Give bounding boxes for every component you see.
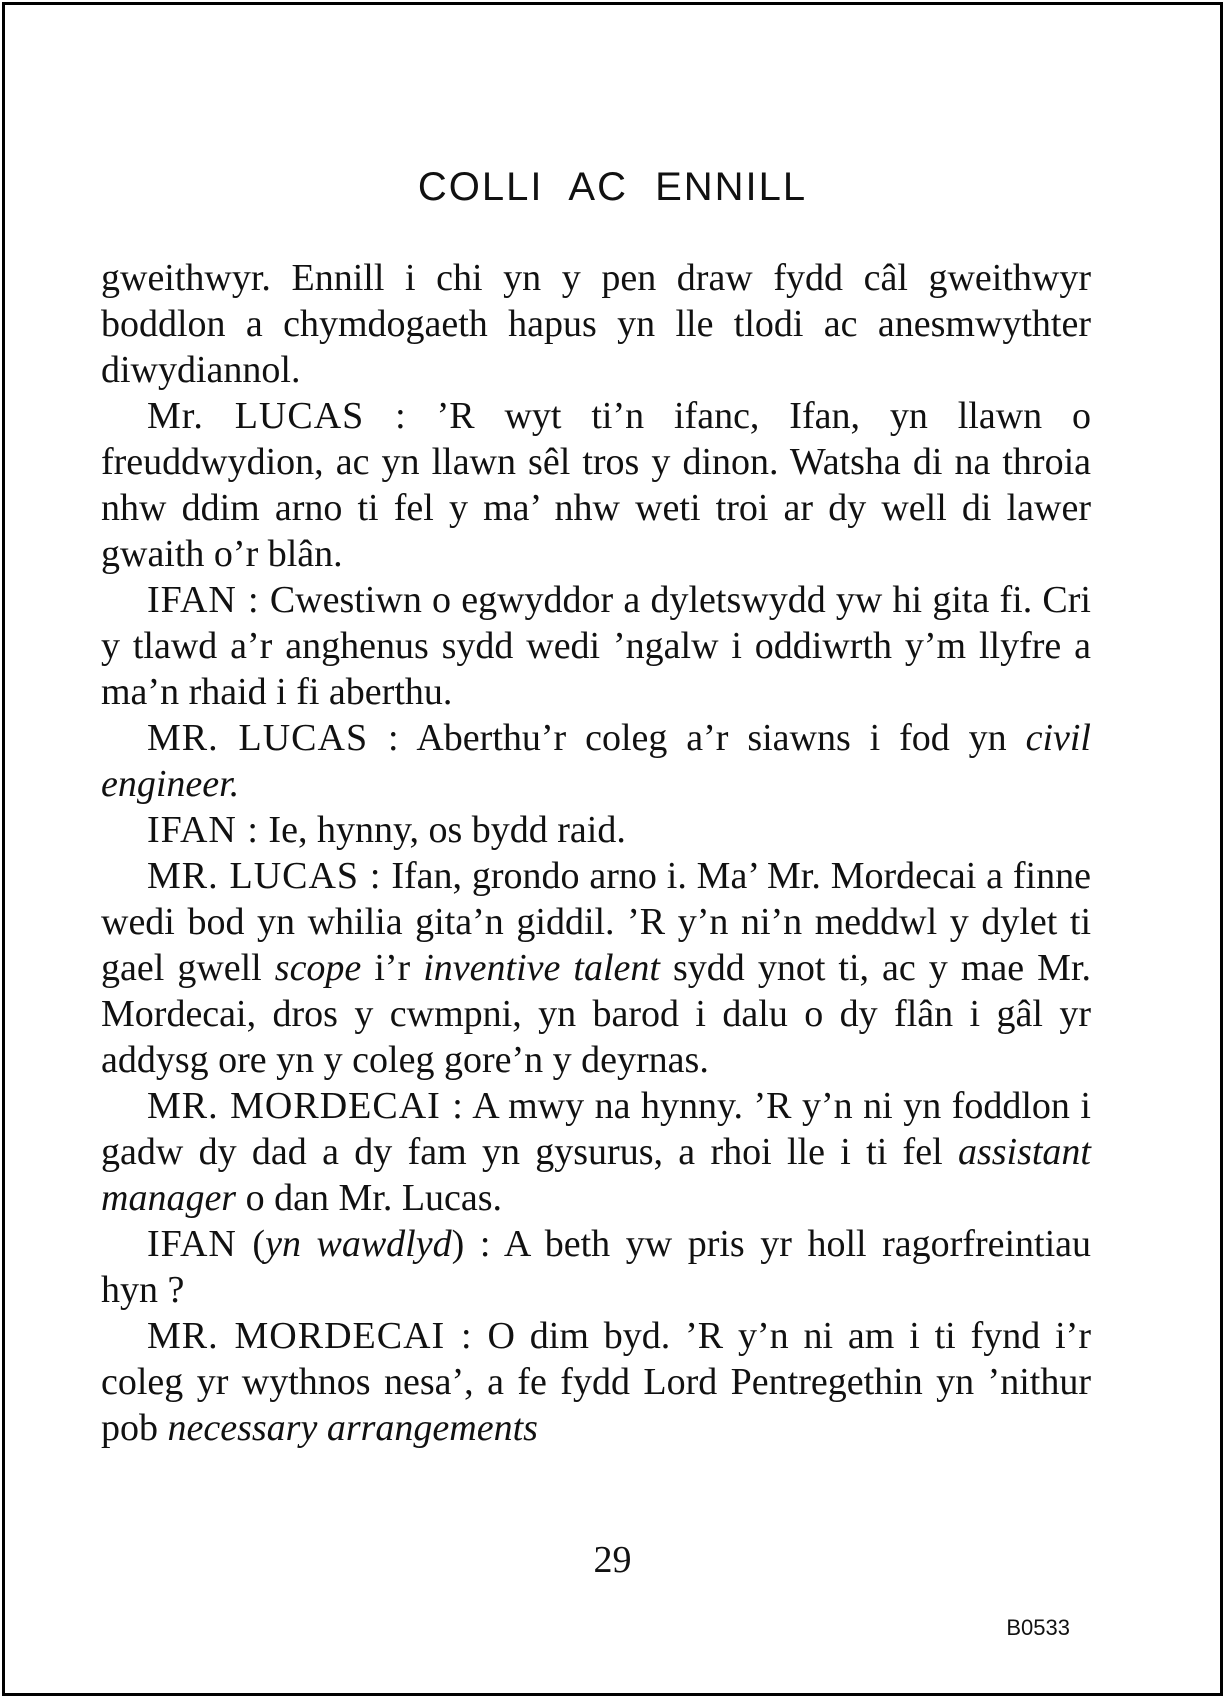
running-header: COLLI AC ENNILL — [417, 165, 808, 209]
paragraph — [101, 1221, 1091, 1313]
italic-text: assistant manager — [101, 1131, 1091, 1219]
text-run: ( — [236, 1223, 266, 1265]
italic-text: inventive talent — [423, 947, 660, 989]
italic-text: scope — [274, 947, 362, 989]
speaker-name: MR. LUCAS : — [147, 717, 400, 759]
text-run: o dan Mr. Lucas. — [236, 1177, 503, 1219]
text-run: ) : A beth yw pris yr holl ragorfreintiau hyn ? — [101, 1223, 1092, 1311]
text-run: sydd ynot ti, ac y mae Mr. Mordecai, dros y cwmpni, yn barod i dalu o dy flân i gâl yr addysg ore yn y coleg gore’n y deyrnas. — [101, 947, 1091, 1081]
speaker-name: IFAN — [147, 1223, 237, 1265]
text-run: ’R wyt ti’n ifanc, Ifan, yn llawn o freuddwydion, ac yn llawn sêl tros y dinon. Watsha di na throia nhw ddim arno ti fel y ma’ nhw weti troi ar dy well di lawer gwaith o’r blân. — [101, 395, 1092, 575]
italic-text: civil engineer. — [101, 717, 1091, 805]
page-frame — [2, 2, 1223, 1696]
text-run: Ie, hynny, os bydd raid. — [258, 809, 626, 851]
paragraph — [101, 1313, 1091, 1451]
speaker-name: MR. MORDECAI : — [147, 1315, 473, 1357]
page-number: 29 — [593, 1539, 632, 1581]
paragraph — [101, 393, 1091, 577]
text-run: Ifan, grondo arno i. Ma’ Mr. Mordecai a finne wedi bod yn whilia gita’n giddil. ’R y’n ni’n meddwl y dylet ti gael gwell — [101, 855, 1091, 989]
paragraph — [101, 807, 1091, 853]
reference-code: B0533 — [1006, 1615, 1070, 1640]
text-run: i’r — [361, 947, 424, 989]
paragraph — [101, 715, 1091, 807]
text-run: gweithwyr. Ennill i chi yn y pen draw fydd câl gweithwyr boddlon a chymdogaeth hapus yn lle tlodi ac anesmwythter diwydiannol. — [101, 257, 1091, 391]
speaker-name: MR. MORDECAI : — [147, 1085, 464, 1127]
italic-text: yn wawdlyd — [265, 1223, 452, 1265]
italic-text: necessary arrangements — [167, 1407, 538, 1449]
text-run: A mwy na hynny. ’R y’n ni yn foddlon i gadw dy dad a dy fam yn gysurus, a rhoi lle i ti fel — [101, 1085, 1091, 1173]
text-run: Cwestiwn o egwyddor a dyletswydd yw hi gita fi. Cri y tlawd a’r anghenus sydd wedi ’ngalw i oddiwrth y’m llyfre a ma’n rhaid i fi aberthu. — [101, 579, 1091, 713]
text-run: O dim byd. ’R y’n ni am i ti fynd i’r coleg yr wythnos nesa’, a fe fydd Lord Pentregethin yn ’nithur pob — [101, 1315, 1091, 1449]
paragraph — [101, 1083, 1091, 1221]
paragraph — [101, 255, 1091, 393]
paragraph — [101, 853, 1091, 1083]
body-text — [101, 255, 1091, 1451]
speaker-name: IFAN : — [147, 579, 260, 621]
speaker-name: IFAN : — [147, 809, 259, 851]
speaker-name: Mr. LUCAS : — [147, 395, 407, 437]
paragraph — [101, 577, 1091, 715]
speaker-name: MR. LUCAS : — [147, 855, 382, 897]
text-run: Aberthu’r coleg a’r siawns i fod yn — [399, 717, 1026, 759]
